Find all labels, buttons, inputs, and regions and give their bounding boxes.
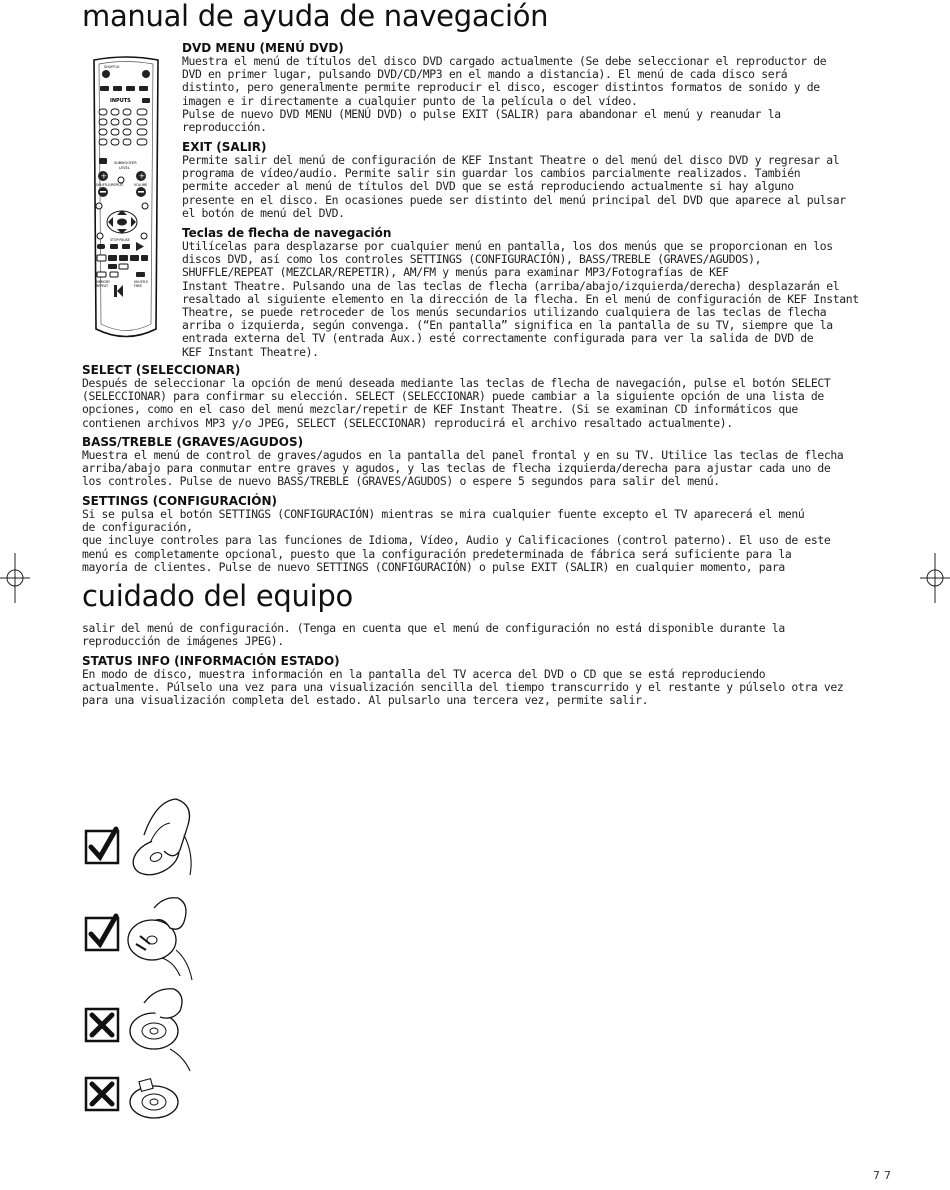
svg-text:VOLUME: VOLUME bbox=[134, 183, 148, 187]
svg-text:SUBWOOFER: SUBWOOFER bbox=[114, 161, 137, 165]
registration-mark-right bbox=[920, 553, 950, 603]
section-arrow-keys bbox=[182, 226, 882, 359]
section-bass-treble bbox=[82, 435, 882, 489]
svg-text:SHUFFLE/REPEAT: SHUFFLE/REPEAT bbox=[96, 183, 124, 187]
section-title: EXIT (SALIR) bbox=[182, 140, 267, 154]
section-title: SETTINGS (CONFIGURACIÓN) bbox=[82, 494, 277, 508]
section-select bbox=[82, 363, 882, 430]
section-status-info bbox=[82, 654, 882, 708]
care-image-incorrect-2 bbox=[84, 1070, 204, 1140]
svg-text:REPEAT: REPEAT bbox=[96, 284, 109, 288]
section-settings bbox=[82, 494, 882, 574]
section-body: Si se pulsa el botón SETTINGS (CONFIGURACIÓN) mientras se mira cualquier fuente excepto el TV aparecerá el menú de configuración, que incluye controles para las funciones de Idioma, Vídeo, Audio y Calificaciones (control paterno). El uso de este menú es completamente opcional, puesto que la configuración predeterminada de fábrica será suficiente para la mayoría de clientes. Pulse de nuevo SETTINGS (CONFIGURACIÓN) o pulse EXIT (SALIR) en cualquier momento, para bbox=[82, 507, 831, 574]
care-image-incorrect-1 bbox=[84, 983, 204, 1073]
svg-text:LEVEL: LEVEL bbox=[119, 166, 130, 170]
section-settings-continued bbox=[82, 622, 882, 648]
care-heading: cuidado del equipo bbox=[82, 579, 353, 613]
section-title: STATUS INFO (INFORMACIÓN ESTADO) bbox=[82, 654, 340, 668]
care-image-correct-2 bbox=[84, 888, 204, 983]
svg-text:FREE: FREE bbox=[134, 284, 143, 288]
page-number: 77 bbox=[873, 1169, 895, 1182]
section-exit bbox=[182, 140, 882, 220]
section-body: Muestra el menú de títulos del disco DVD cargado actualmente (Se debe seleccionar el reproductor de DVD en primer lugar, pulsando DVD/CD/MP3 en el mando a distancia). El menú de cada disco será distinto, pero generalmente permite reproducir el disco, escoger distintos formatos de sonido y de imagen e ir directamente a cualquier punto de la película o del vídeo. Pulse de nuevo DVD MENU (MENÚ DVD) o pulse EXIT (SALIR) para abandonar el menú y reanudar la reproducción. bbox=[182, 54, 827, 135]
section-title: Teclas de flecha de navegación bbox=[182, 226, 392, 240]
section-body: Después de seleccionar la opción de menú deseada mediante las teclas de flecha de navegación, pulse el botón SELECT (SELECCIONAR) para confirmar su elección. SELECT (SELECCIONAR) puede cambiar a la siguiente opción de una lista de opciones, como en el caso del menú mezclar/repetir de KEF Instant Theatre. (Si se examinan CD informáticos que contienen archivos MP3 y/o JPEG, SELECT (SELECCIONAR) reproducirá el archivo resaltado actualmente). bbox=[82, 376, 831, 430]
page-title: manual de ayuda de navegación bbox=[82, 0, 549, 33]
care-image-correct-1 bbox=[84, 795, 204, 885]
section-title: SELECT (SELECCIONAR) bbox=[82, 363, 241, 377]
remote-standby-label: SHUFFLE bbox=[104, 65, 120, 69]
section-body: Utilícelas para desplazarse por cualquier menú en pantalla, los dos menús que se proporcionan en los discos DVD, así como los controles SETTINGS (CONFIGURACIÓN), BASS/TREBLE (GRAVES/AGUDOS), SHUFFLE/REPEAT (MEZCLAR/REPETIR), AM/FM y menús para examinar MP3/Fotografías de KEF Instant Theatre. Pulsando una de las teclas de flecha (arriba/abajo/izquierda/derecha) desplazarán el resaltado al siguiente elemento en la dirección de la flecha. En el menú de configuración de KEF Instant Theatre, se puede retroceder de los menús secundarios utilizando cualquiera de las teclas de flecha arriba o izquierda, según convenga. (“En pantalla” significa en la pantalla de su TV, siempre que la entrada externa del TV (entrada Aux.) esté correctamente configurada para ver la salida de DVD de KEF Instant Theatre). bbox=[182, 239, 859, 359]
registration-mark-left bbox=[0, 553, 30, 603]
remote-control-illustration bbox=[86, 54, 166, 344]
svg-text:+: + bbox=[138, 171, 146, 181]
svg-text:STOP PAUSE: STOP PAUSE bbox=[110, 238, 130, 242]
section-body: Permite salir del menú de configuración de KEF Instant Theatre o del menú del disco DVD y regresar al programa de vídeo/audio. Permite salir sin guardar los cambios parcialmente realizados. También permite acceder al menú de títulos del DVD que se está reproduciendo actualmente si hay alguno presente en el disco. En ocasiones puede ser distinto del menú principal del DVD que aparece al pulsar el botón de menú del DVD. bbox=[182, 153, 846, 220]
svg-text:+: + bbox=[100, 171, 108, 181]
section-body: Muestra el menú de control de graves/agudos en la pantalla del panel frontal y en su TV. Utilice las teclas de flecha arriba/abajo para conmutar entre graves y agudos, y las teclas de flecha izquierda/derecha para ajustar cada uno de los controles. Pulse de nuevo BASS/TREBLE (GRAVES/AGUDOS) o espere 5 segundos para salir del menú. bbox=[82, 448, 844, 489]
section-title: BASS/TREBLE (GRAVES/AGUDOS) bbox=[82, 435, 304, 449]
section-dvd-menu bbox=[182, 41, 882, 134]
svg-text:MEMORY: MEMORY bbox=[96, 280, 110, 284]
section-body: En modo de disco, muestra información en la pantalla del TV acerca del DVD o CD que se está reproduciendo actualmente. Púlselo una vez para una visualización sencilla del tiempo transcurrido y el restante y púlselo otra vez para una visualización completa del estado. Al pulsarlo una tercera vez, permite salir. bbox=[82, 667, 844, 708]
section-body: salir del menú de configuración. (Tenga en cuenta que el menú de configuración no está disponible durante la reproducción de imágenes JPEG). bbox=[82, 621, 785, 649]
section-title: DVD MENU (MENÚ DVD) bbox=[182, 41, 344, 55]
svg-text:SHUFFLE: SHUFFLE bbox=[134, 280, 149, 284]
svg-text:INPUTS: INPUTS bbox=[110, 98, 131, 104]
